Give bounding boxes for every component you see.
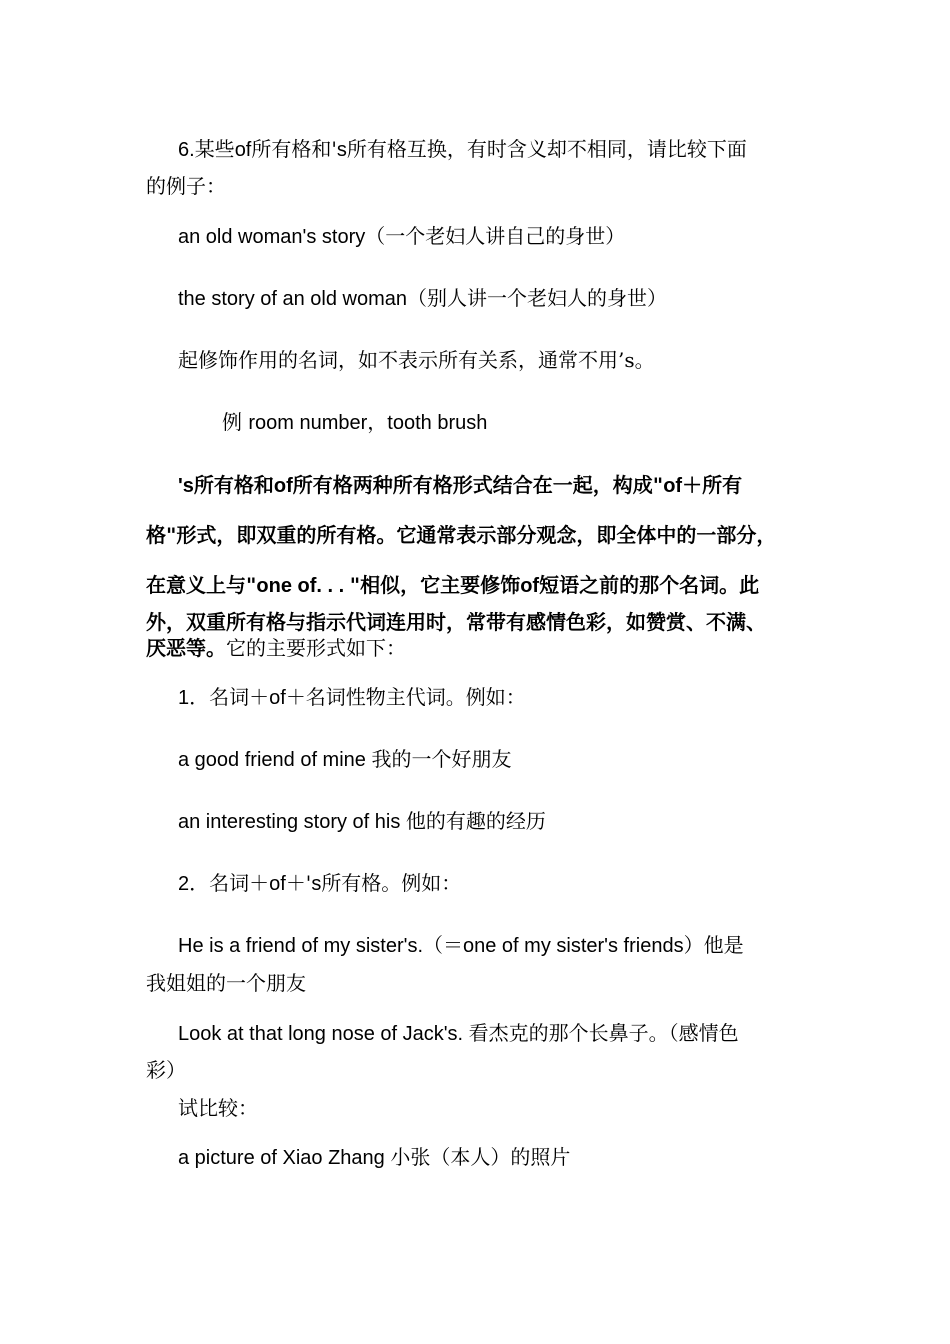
text: 它的主要形式如下： [226, 636, 406, 660]
example-chinese: 看杰克的那个长鼻子。（感情色 [468, 1021, 739, 1045]
list-number: 1 [178, 687, 190, 709]
section-6-line-2: 的例子： [146, 174, 226, 198]
example-english: He is a friend of my sister's. [178, 935, 423, 957]
example-story-of-his [178, 809, 546, 834]
double-possessive-line-2: 格"形式，即双重的所有格。它通常表示部分观念，即全体中的一部分， [146, 523, 777, 547]
text: 厌恶等。 [146, 636, 226, 660]
text: 's [178, 475, 194, 497]
section-6-line-1 [178, 137, 747, 162]
text: of [269, 687, 286, 709]
double-possessive-line-3 [146, 573, 759, 598]
double-possessive-line-4: 外，双重所有格与指示代词连用时，常带有感情色彩，如赞赏、不满、 [146, 610, 766, 634]
text: ＋名词性物主代词。例如： [285, 685, 526, 709]
example-friend-of-mine [178, 747, 511, 772]
text: 短语之前的那个名词。此 [539, 573, 760, 597]
example-chinese: ）他是 [683, 933, 744, 957]
text: ．名词＋ [189, 871, 270, 895]
text: one of. . . [256, 575, 350, 597]
text: s [336, 139, 347, 161]
example-jacks-nose-line-1 [178, 1021, 739, 1046]
text: of [273, 475, 293, 497]
text: ＋' [285, 871, 312, 895]
example-chinese: （别人讲一个老妇人的身世） [407, 286, 668, 310]
example-english: room number，tooth brush [248, 412, 488, 434]
example-sisters-friend-line-2: 我姐姐的一个朋友 [146, 971, 306, 995]
text: 所有格。例如： [321, 871, 462, 895]
text: of [234, 139, 252, 161]
example-label: 例 [222, 410, 242, 434]
text: of [269, 873, 286, 895]
example-english: one of my sister's friends [463, 935, 684, 957]
example-chinese: （一个老妇人讲自己的身世） [365, 224, 626, 248]
text: 所有格互换，有时含义却不相同，请比较下面 [346, 137, 747, 161]
example-story-of-old-woman [178, 286, 667, 311]
text: 所有格两种所有格形式结合在一起，构成" [292, 473, 664, 497]
example-english: an old woman's story [178, 226, 366, 248]
text: of [663, 475, 683, 497]
text: 某些 [194, 137, 235, 161]
example-jacks-nose-line-2: 彩） [146, 1058, 186, 1082]
example-english: Look at that long nose of Jack's. [178, 1023, 469, 1045]
list-number: 2 [178, 873, 190, 895]
text: "相似，它主要修饰 [349, 573, 521, 597]
form-1-heading [178, 685, 526, 710]
compare-label: 试比较： [178, 1096, 258, 1120]
example-sisters-friend-line-1 [178, 933, 744, 958]
example-old-womans-story [178, 224, 625, 249]
double-possessive-line-1 [178, 473, 742, 498]
example-room-number [222, 410, 487, 435]
text: 所有格和 [193, 473, 274, 497]
modifier-note: 起修饰作用的名词，如不表示所有关系，通常不用’s。 [178, 348, 655, 372]
text: ．名词＋ [189, 685, 270, 709]
example-english: a picture of Xiao Zhang [178, 1147, 391, 1169]
example-chinese: 小张（本人）的照片 [390, 1145, 571, 1169]
example-chinese: （＝ [423, 933, 463, 957]
form-2-heading [178, 871, 461, 896]
double-possessive-line-5 [146, 636, 406, 660]
example-chinese: 我的一个好朋友 [371, 747, 512, 771]
text: 所有格和' [251, 137, 337, 161]
example-picture-of-xiao-zhang [178, 1145, 570, 1170]
section-number: 6. [178, 139, 195, 161]
example-english: an interesting story of his [178, 811, 406, 833]
text: 在意义上与" [146, 573, 257, 597]
example-chinese: 他的有趣的经历 [405, 809, 546, 833]
text: of [520, 575, 540, 597]
text: s [311, 873, 322, 895]
example-english: the story of an old woman [178, 288, 408, 310]
example-english: a good friend of mine [178, 749, 372, 771]
text: ＋所有 [682, 473, 743, 497]
